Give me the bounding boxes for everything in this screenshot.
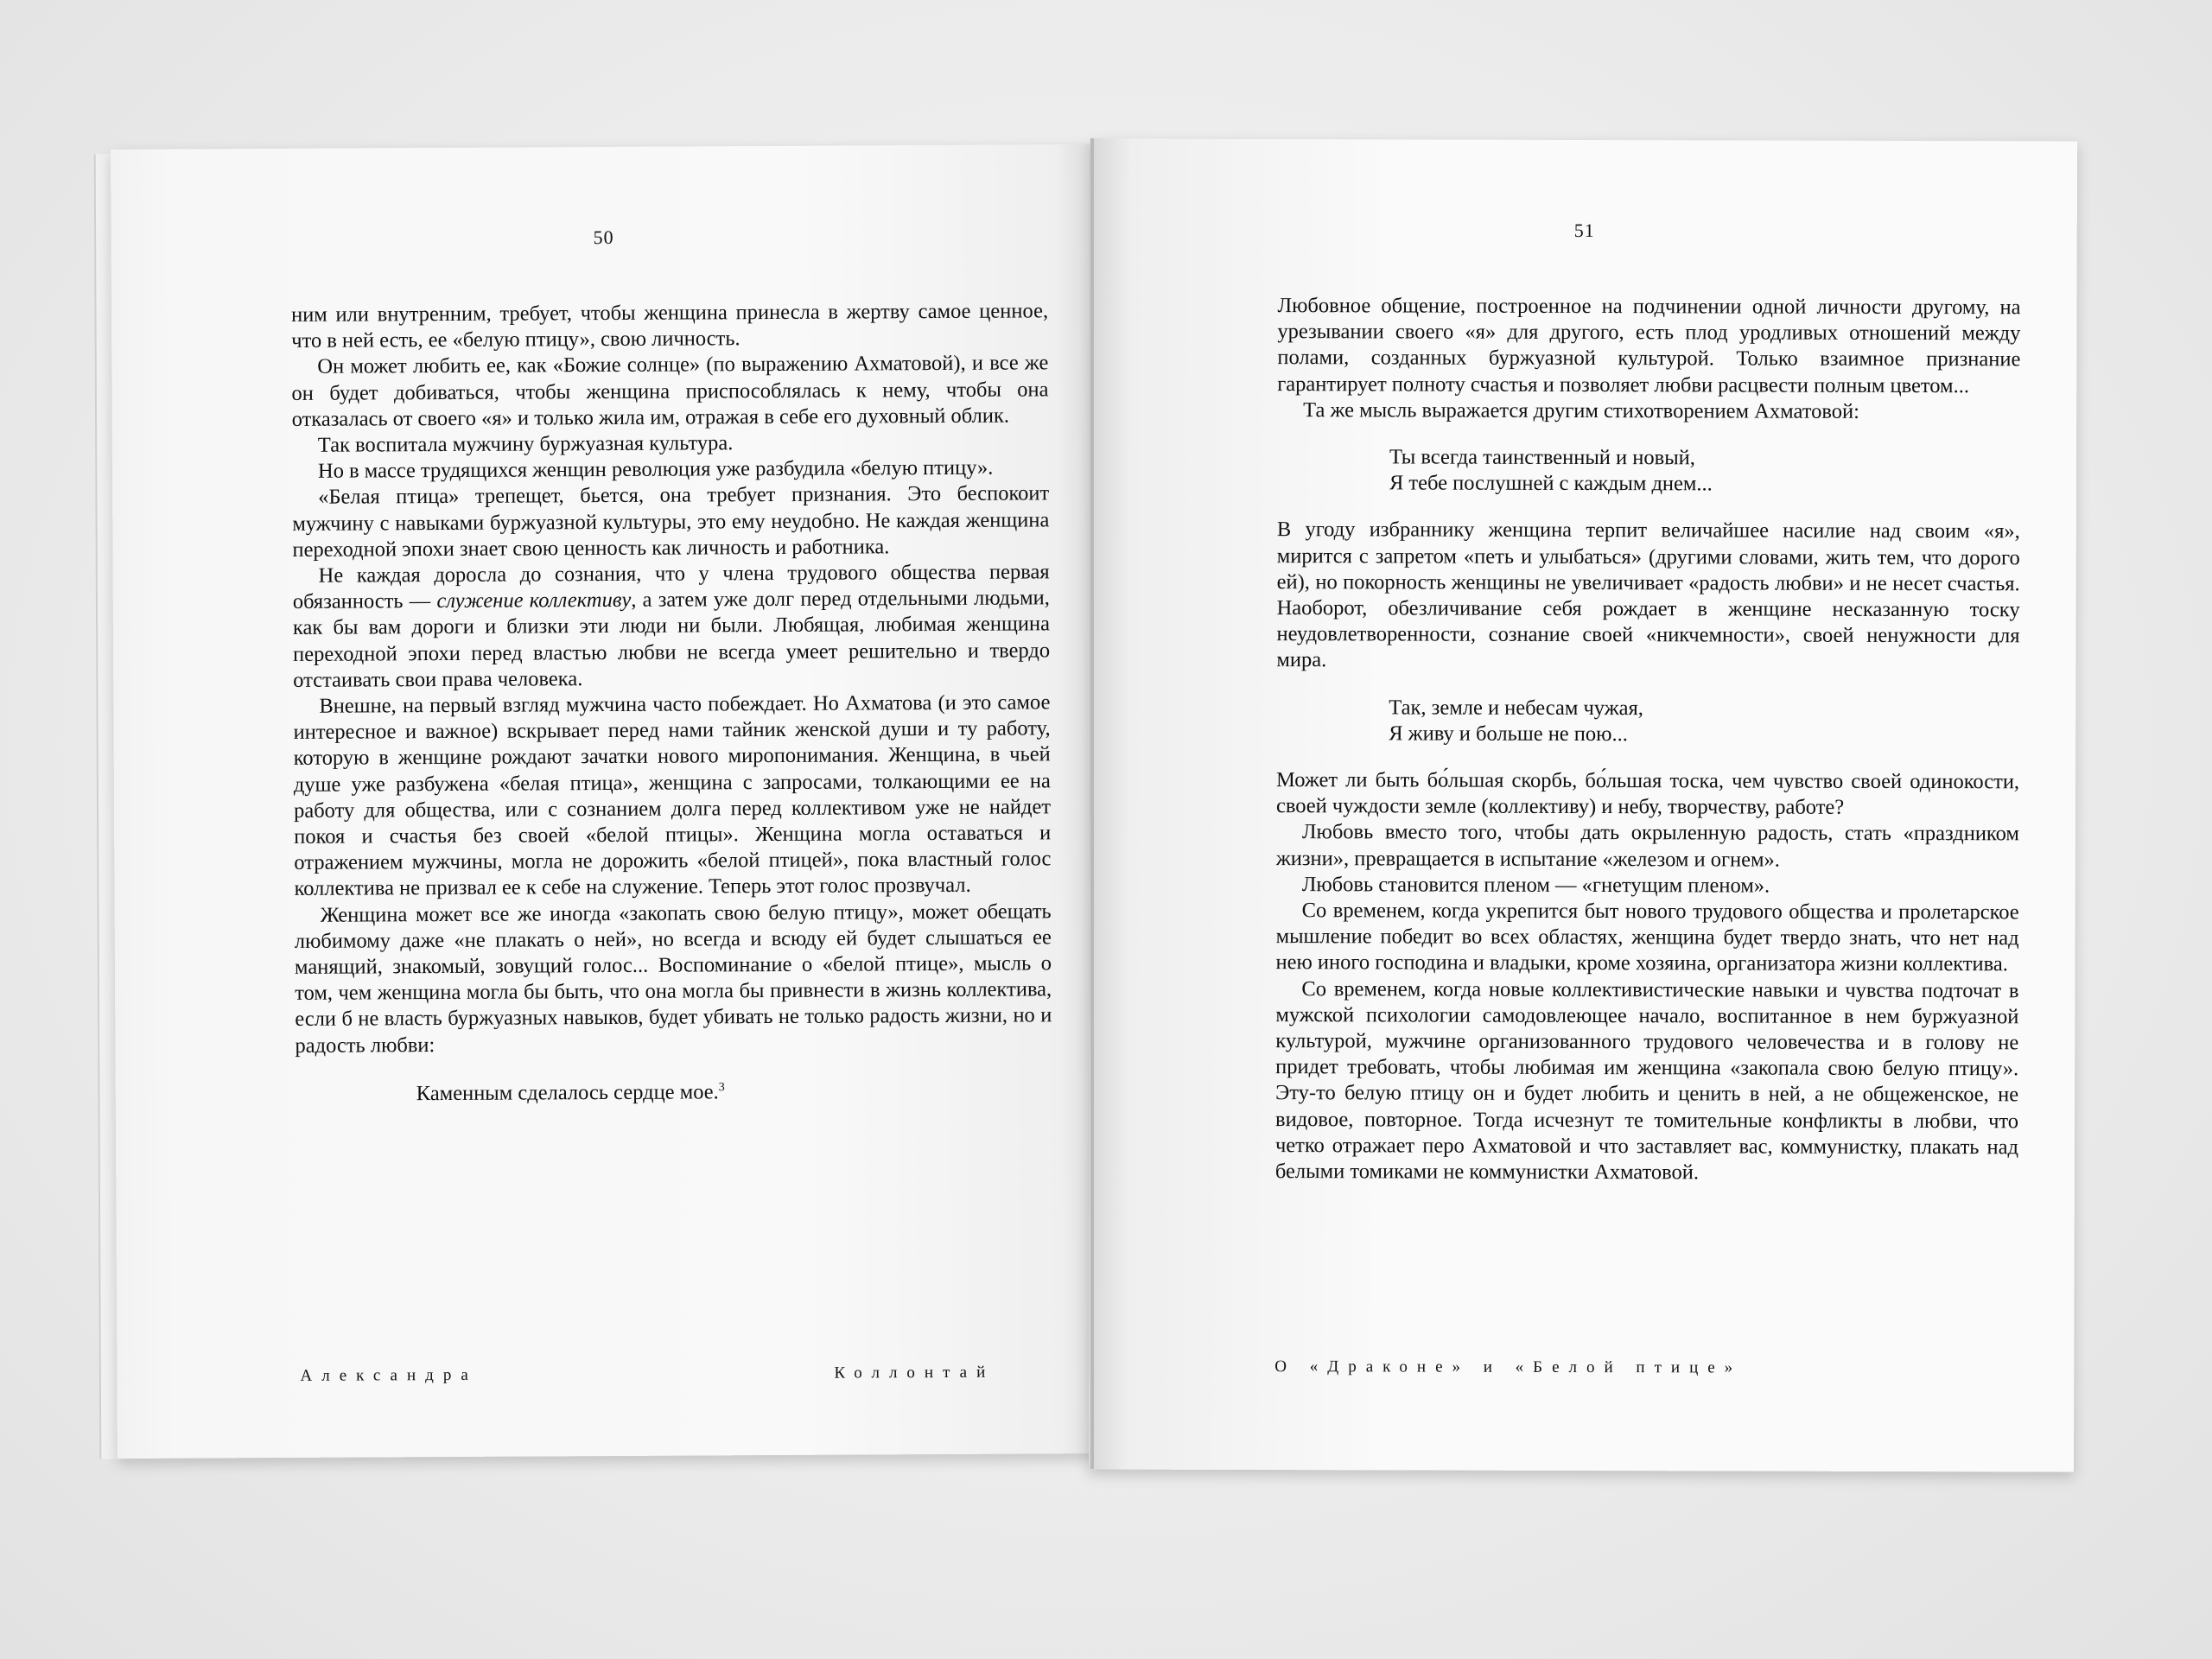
paragraph: «Белая птица» трепещет, бьется, она требует признания. Это беспокоит мужчину с навыками буржуазной культуры, это ему неудобно. Не каждая женщина переходной эпохи знает свою ценность как личность и работника. <box>292 481 1050 562</box>
book-gutter <box>1090 138 1094 1469</box>
poem-line: Я живу и больше не пою... <box>1389 721 1628 746</box>
paragraph: Женщина может все же иногда «закопать свою белую птицу», может обещать любимому даже «не плакать о ней», но всегда и всюду ей будет слышаться ее манящий, знакомый, зовущий голос... Воспоминание о «белой птице», мысль о том, чем женщина могла бы быть, что она могла бы привнести в жизнь коллектива, если б не власть буржуазных навыков, будет убивать не только радость жизни, но и радость любви: <box>294 899 1052 1058</box>
poem-line: Так, земле и небесам чужая, <box>1389 696 1643 720</box>
footer-author-first: Александра <box>300 1365 478 1385</box>
paragraph: Может ли быть бо́льшая скорбь, бо́льшая тоска, чем чувство своей одинокости, своей чуждости земле (коллективу) и небу, творчеству, работе? <box>1275 768 2020 820</box>
paragraph: Любовь вместо того, чтобы дать окрыленную радость, стать «праздником жизни», превращается в испытание «железом и огнем». <box>1275 820 2019 872</box>
right-page <box>1089 139 2077 1472</box>
paragraph: Он может любить ее, как «Божие солнце» (по выражению Ахматовой), и все же он будет добиваться, чтобы женщина приспособлялась к нему, чтобы она отказалась от своего «я» и только жила им, отражая в себе его духовный облик. <box>291 351 1049 431</box>
paragraph: Та же мысль выражается другим стихотворением Ахматовой: <box>1303 397 1859 423</box>
page-number-left: 50 <box>593 226 614 249</box>
poem-line: Ты всегда таинственный и новый, <box>1389 445 1695 470</box>
paragraph: Но в массе трудящихся женщин революция уже разбудила «белую птицу». <box>317 455 994 483</box>
paragraph-part: , а затем уже долг перед отдельными людьми, как бы вам дороги и близки эти люди ни были. Любящая, любимая женщина переходной эпохи перед властью любви не всегда умеет решительно и твердо отстаивать свои права человека. <box>292 586 1051 692</box>
paragraph <box>293 559 1051 694</box>
footer-author-last: Коллонтай <box>834 1363 995 1382</box>
paragraph: Со временем, когда новые коллективистические навыки и чувства подточат в мужской психологии самодовлеющее начало, воспитанное в нем буржуазной культурой, мужчине организованного трудового человечества и в голову не придет требовать, чтобы любимая им женщина «закопала свою белую птицу». Эту-то белую птицу он и будет любить и ценить в ней, а не общеженское, не видовое, повторное. Тогда исчезнут те томительные конфликты в любви, что четко отражает перо Ахматовой и что заставляет вас, коммунистку, плакать над белыми томиками не коммунистки Ахматовой. <box>1274 976 2019 1185</box>
left-page-text <box>291 298 1052 1108</box>
footnote-mark: 3 <box>718 1081 725 1095</box>
poem-quote <box>1389 695 2019 748</box>
poem-quote <box>1389 444 2020 498</box>
paragraph: ним или внутренним, требует, чтобы женщина принесла в жертву самое ценное, что в ней есть, ее «белую птицу», свою личность. <box>290 299 1049 353</box>
paragraph-part: Не каждая доросла до сознания, что у члена трудового общества первая обязанность — <box>292 560 1050 614</box>
poem-line: Я тебе послушней с каждым днем... <box>1389 471 1713 496</box>
paragraph: В угоду избраннику женщина терпит величайшее насилие над своим «я», мирится с запретом «петь и улыбаться» (другими словами, жить тем, что дорого ей), но покорность женщины не увеличивает «радость любви» и не несет счастья. Наоборот, обезличивание себя рождает в женщине несказанную тоску неудовлетворенности, сознание своей «никчемности», своей ненужности для мира. <box>1276 518 2020 672</box>
paragraph: Любовь становится пленом — «гнетущим пленом». <box>1301 873 1770 898</box>
right-page-text <box>1275 293 2021 1187</box>
emphasis: служение коллективу <box>436 588 632 613</box>
paragraph: Внешне, на первый взгляд мужчина часто побеждает. Но Ахматова (и это самое интересное и важное) вскрывает перед нами тайник женской души и ту работу, которую в женщине рождают зачатки нового миропонимания. Женщина, в чьей душе уже разбужена «белая птица», женщина с запросами, толкающими ее на работу для общества, или с сознанием долга перед коллективом уже не найдет покоя и счастья без своей «белой птицы». Женщина могла оставаться и отражением мужчины, могла не дорожить «белой птицей», пока властный голос коллектива не призвал ее к себе на служение. Теперь этот голос прозвучал. <box>293 690 1052 901</box>
poem-quote <box>416 1077 1052 1107</box>
poem-line: Каменным сделалось сердце мое. <box>416 1080 719 1106</box>
paragraph: Со временем, когда укрепится быт нового трудового общества и пролетарское мышление победит во всех областях, женщина будет твердо знать, что нет над нею иного господина и владыки, кроме хозяина, организатора жизни коллектива. <box>1275 899 2019 976</box>
page-number-right: 51 <box>1573 219 1595 242</box>
left-page <box>111 144 1103 1459</box>
paragraph: Любовное общение, построенное на подчинении одной личности другому, на урезывании своего «я» для другого, есть плод уродливых отношений между полами, созданных буржуазной культурой. Только взаимное признание гарантирует полноту счастья и позволяет любви расцвести полным цветом... <box>1277 294 2021 397</box>
paragraph: Так воспитала мужчину буржуазная культура. <box>317 431 734 457</box>
footer-title: О «Драконе» и «Белой птице» <box>1274 1357 1743 1377</box>
